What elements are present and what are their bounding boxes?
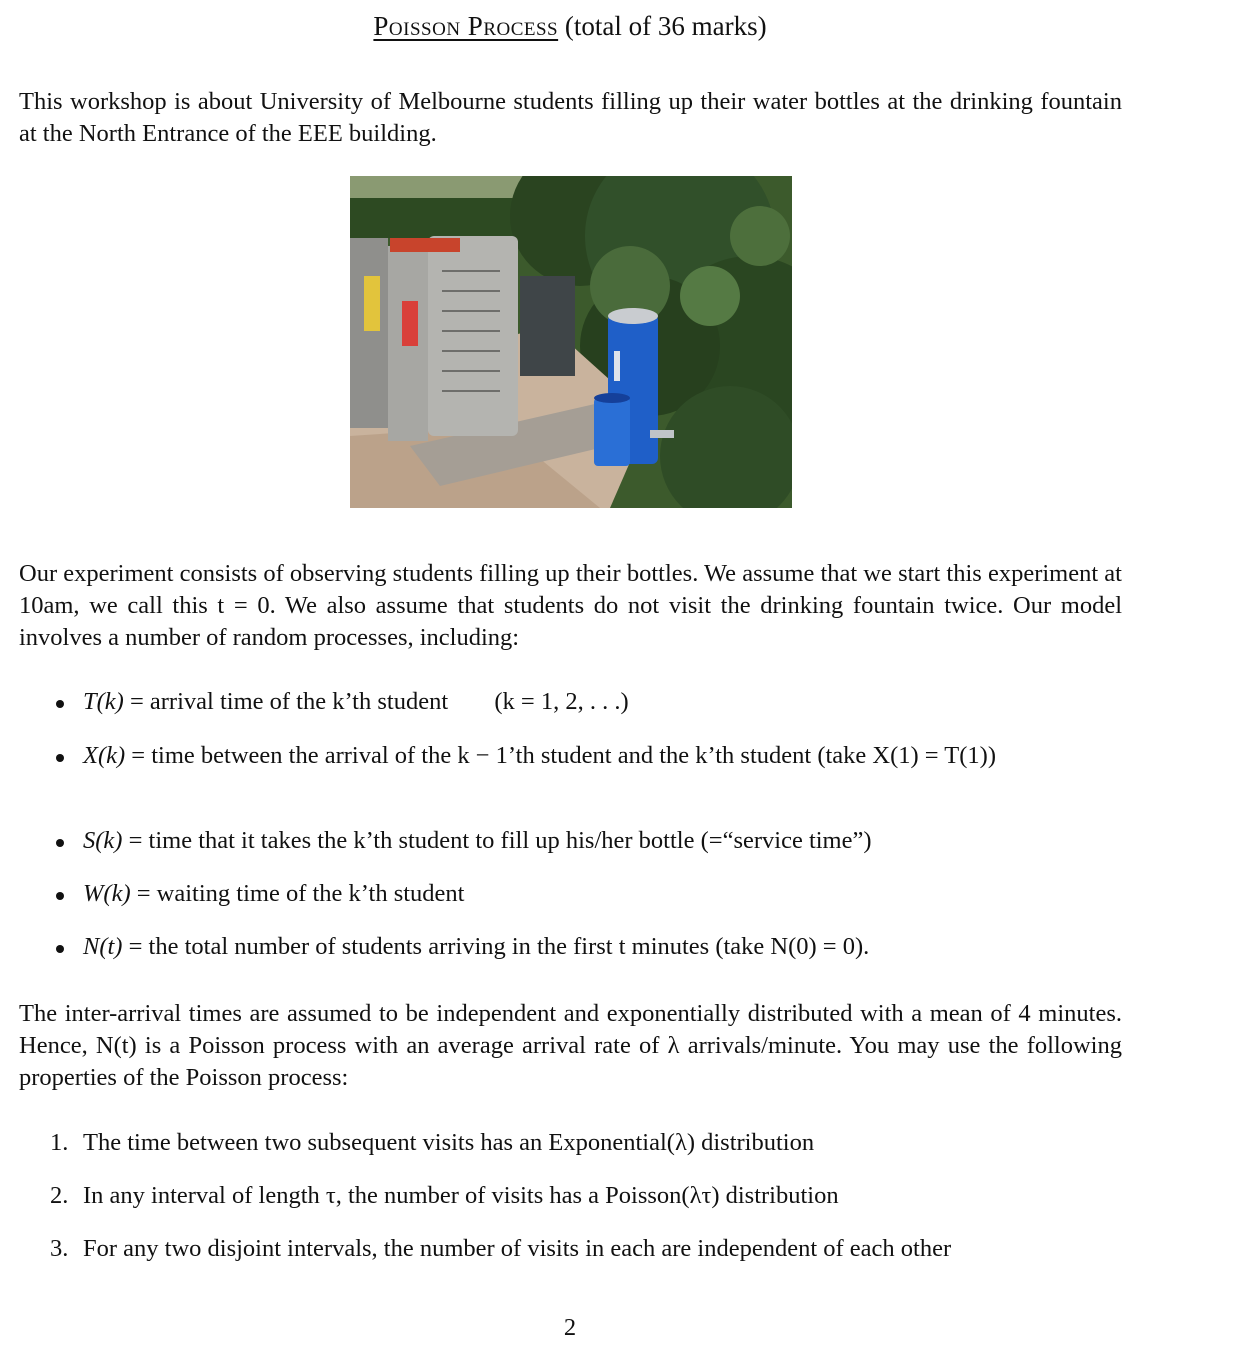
- title-main: Poisson Process: [373, 11, 559, 41]
- process-definition: = waiting time of the k’th student: [136, 880, 465, 907]
- page-number: 2: [563, 1314, 577, 1341]
- property-number: 2.: [50, 1182, 69, 1209]
- bullet-dot: [56, 754, 64, 762]
- process-symbol: S(k): [83, 827, 123, 854]
- process-symbol: W(k): [83, 880, 131, 907]
- title-marks: (total of 36 marks): [564, 11, 767, 41]
- process-index-range: (k = 1, 2, . . .): [494, 688, 629, 715]
- process-definition: = time that it takes the k’th student to fill up his/her bottle (=“service time”): [128, 827, 872, 854]
- bullet-dot: [56, 700, 64, 708]
- drinking-fountain-photo: [350, 176, 792, 508]
- property-text: For any two disjoint intervals, the number of visits in each are independent of each other: [83, 1235, 952, 1262]
- page-title: [0, 8, 1140, 44]
- process-symbol: T(k): [83, 688, 124, 715]
- intro-paragraph: This workshop is about University of Melbourne students filling up their water bottles at the drinking fountain at the North Entrance of the EEE building.: [19, 88, 1122, 147]
- interarrival-paragraph: The inter-arrival times are assumed to be independent and exponentially distributed with a mean of 4 minutes. Hence, N(t) is a Poisson process with an average arrival rate of λ arrivals/minute. You may use the following properties of the Poisson process:: [19, 1000, 1122, 1091]
- process-definition: = time between the arrival of the k − 1’th student and the k’th student (take X(1) = T(1)): [131, 742, 996, 769]
- bullet-dot: [56, 839, 64, 847]
- process-symbol: N(t): [83, 933, 123, 960]
- property-number: 1.: [50, 1129, 69, 1156]
- bullet-dot: [56, 892, 64, 900]
- property-text: In any interval of length τ, the number of visits has a Poisson(λτ) distribution: [83, 1182, 839, 1209]
- process-definition: = arrival time of the k’th student: [129, 688, 449, 715]
- bullet-dot: [56, 945, 64, 953]
- process-definition: = the total number of students arriving in the first t minutes (take N(0) = 0).: [128, 933, 870, 960]
- property-number: 3.: [50, 1235, 69, 1262]
- process-symbol: X(k): [83, 742, 126, 769]
- experiment-paragraph: Our experiment consists of observing students filling up their bottles. We assume that we start this experiment at 10am, we call this t = 0. We also assume that students do not visit the drinking fountain twice. Our model involves a number of random processes, including:: [19, 560, 1122, 651]
- property-text: The time between two subsequent visits has an Exponential(λ) distribution: [83, 1129, 815, 1156]
